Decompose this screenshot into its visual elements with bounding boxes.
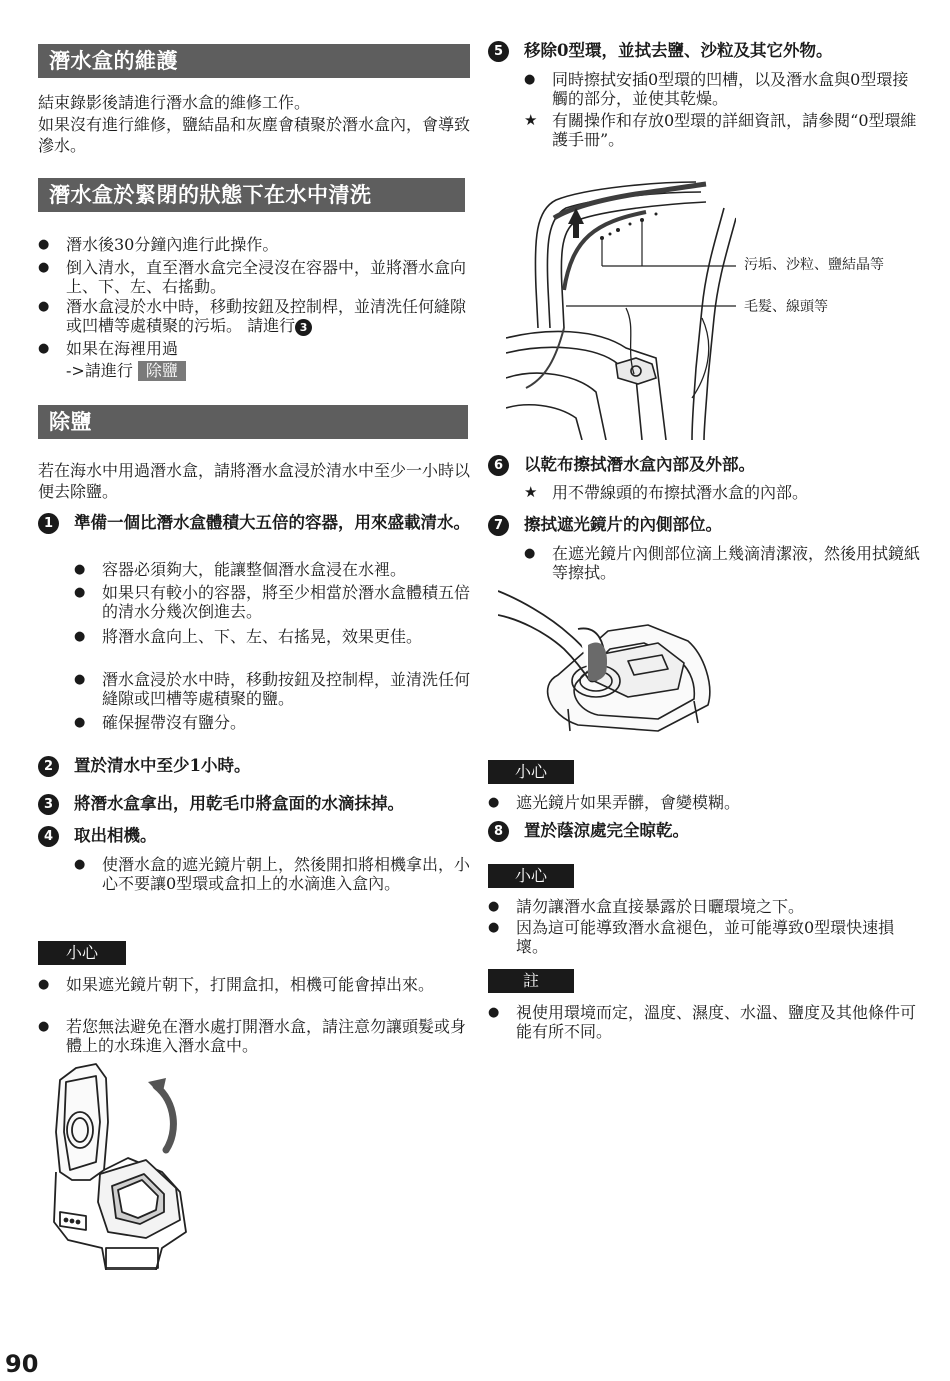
open-housing-illustration [46, 1062, 196, 1270]
step-4 [38, 825, 470, 846]
rinse-bullet-2: ● 倒入清水，直至潛水盒完全浸沒在容器中，並將潛水盒向上、下、左、右搖動。 [38, 258, 470, 296]
step-1-text: 準備一個比潛水盒體積大五倍的容器，用來盛載清水。 [74, 513, 470, 532]
step-6-number: 6 [488, 455, 509, 476]
step-5-bullet-1: ● 同時擦拭安插0型環的凹槽，以及潛水盒與0型環接觸的部分，並使其乾燥。 [524, 70, 920, 108]
step-2 [38, 755, 470, 776]
desalt-ref-chip: 除鹽 [138, 361, 186, 381]
step-7-bullet-1: ● 在遮光鏡片內側部位滴上幾滴清潔液，然後用拭鏡紙等擦拭。 [524, 544, 920, 582]
step-7-text: 擦拭遮光鏡片的內側部位。 [524, 515, 722, 534]
section-title-rinse: 潛水盒於緊閉的狀態下在水中清洗 [38, 178, 465, 212]
caution-tag-1: 小心 [38, 941, 126, 965]
maintenance-paragraph-2: 如果沒有進行維修，鹽結晶和灰塵會積聚於潛水盒內，會導致滲水。 [38, 115, 471, 155]
caution-3-bullet-2: ● 因為這可能導致潛水盒褪色，並可能導致0型環快速損壞。 [488, 918, 920, 956]
step-8-number: 8 [488, 821, 509, 842]
step-6-note-1: ★ 用不帶線頭的布擦拭潛水盒的內部。 [524, 483, 920, 502]
step-4-text: 取出相機。 [74, 826, 157, 845]
step-2-number: 2 [38, 756, 59, 777]
label-hair-lint: 毛髮、線頭等 [744, 299, 828, 315]
step-1-bullet-4: ● 潛水盒浸於水中時，移動按鈕及控制桿，並清洗任何縫隙或凹槽等處積聚的鹽。 [74, 670, 470, 708]
section-title-desalt: 除鹽 [38, 405, 468, 439]
rinse-bullet-3 [38, 297, 470, 336]
step-1-bullet-2: ● 如果只有較小的容器，將至少相當於潛水盒體積五倍的清水分幾次倒進去。 [74, 583, 470, 621]
page-number: 90 [5, 1350, 39, 1378]
caution-2-bullet-1: ● 遮光鏡片如果弄髒，會變模糊。 [488, 793, 920, 812]
step-8 [488, 820, 920, 841]
step-6-text: 以乾布擦拭潛水盒內部及外部。 [524, 455, 755, 474]
step-4-bullet-1: ● 使潛水盒的遮光鏡片朝上，然後開扣將相機拿出，小心不要讓0型環或盒扣上的水滴進入盒內。 [74, 855, 470, 893]
o-ring-groove-illustration [506, 178, 736, 440]
step-5-note-1: ★ 有關操作和存放0型環的詳細資訊，請參閱“0型環維護手冊”。 [524, 111, 920, 149]
step-6 [488, 454, 920, 475]
step-2-text: 置於清水中至少1小時。 [74, 756, 251, 775]
caution-1-bullet-2: ● 若您無法避免在潛水處打開潛水盒，請注意勿讓頭髮或身體上的水珠進入潛水盒中。 [38, 1017, 470, 1055]
rinse-bullet-4 [38, 339, 470, 381]
label-dirt-salt: 污垢、沙粒、鹽結晶等 [744, 257, 884, 273]
step-7-number: 7 [488, 515, 509, 536]
caution-tag-2: 小心 [488, 760, 574, 784]
lens-wiping-illustration [498, 585, 718, 735]
caution-3-bullet-1: ● 請勿讓潛水盒直接暴露於日曬環境之下。 [488, 897, 920, 916]
step-8-text: 置於蔭涼處完全晾乾。 [524, 821, 689, 840]
step-5-number: 5 [488, 41, 509, 62]
step-3-text: 將潛水盒拿出，用乾毛巾將盒面的水滴抹掉。 [74, 794, 404, 813]
section-title-maintenance: 潛水盒的維護 [38, 44, 470, 78]
step-5-text: 移除0型環，並拭去鹽、沙粒及其它外物。 [524, 41, 833, 60]
step-3-number: 3 [38, 794, 59, 815]
step-4-number: 4 [38, 826, 59, 847]
rinse-bullet-3-text: 潛水盒浸於水中時，移動按鈕及控制桿，並清洗任何縫隙或凹槽等處積聚的污垢。 請進行 [66, 297, 467, 335]
step-ref-3: 3 [295, 319, 312, 336]
caution-1-bullet-1: ● 如果遮光鏡片朝下，打開盒扣，相機可能會掉出來。 [38, 975, 470, 994]
desalt-paragraph: 若在海水中用過潛水盒，請將潛水盒浸於清水中至少一小時以便去除鹽。 [38, 461, 471, 501]
rinse-bullet-1: ● 潛水後30分鐘內進行此操作。 [38, 235, 470, 254]
step-1-bullet-5: ● 確保握帶沒有鹽分。 [74, 713, 470, 732]
note-bullet-1: ● 視使用環境而定，溫度、濕度、水溫、鹽度及其他條件可能有所不同。 [488, 1003, 920, 1041]
step-1-number: 1 [38, 513, 59, 534]
step-7 [488, 514, 920, 535]
caution-tag-3: 小心 [488, 864, 574, 888]
step-5 [488, 40, 920, 61]
note-tag: 註 [488, 969, 574, 993]
step-1-bullet-3: ● 將潛水盒向上、下、左、右搖晃，效果更佳。 [74, 627, 470, 646]
rinse-bullet-4-line1: ● 如果在海裡用過 [66, 339, 179, 358]
step-1 [38, 512, 470, 533]
step-3 [38, 793, 470, 814]
step-1-bullet-1: ● 容器必須夠大，能讓整個潛水盒浸在水裡。 [74, 560, 470, 579]
rinse-bullet-4-line2: ->請進行 [66, 361, 133, 380]
maintenance-paragraph-1: 結束錄影後請進行潛水盒的維修工作。 [38, 93, 311, 112]
